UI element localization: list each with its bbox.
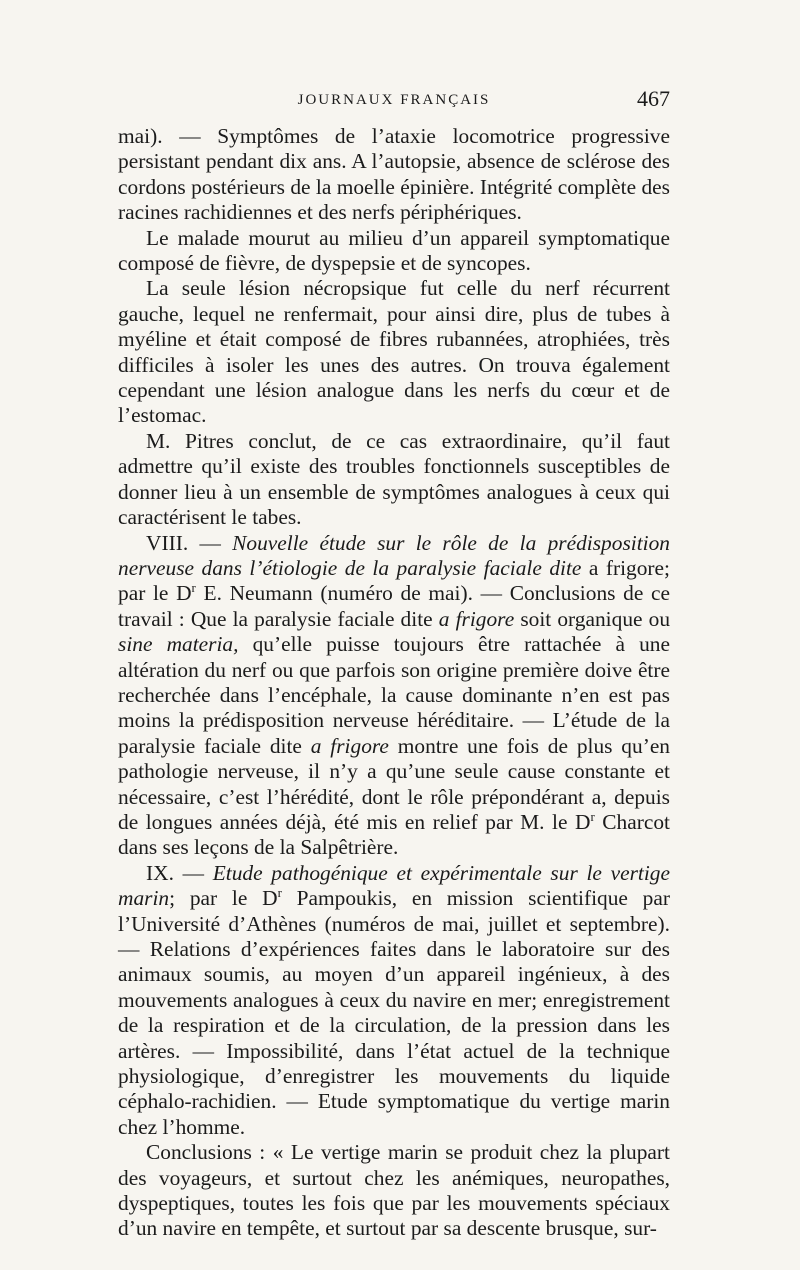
paragraph-section-viii <box>118 531 670 861</box>
italic-text: Nouvelle étude sur le rôle de la prédisposition nerveuse dans l’étiologie de la paralysie faciale dite <box>118 530 670 580</box>
text-run: qu’elle puisse toujours être rattachée à une altération du nerf ou que parfois son origine première doive être recherchée dans l’encéphale, la cause dominante n’en est pas moins la prédisposition nerveuse héréditaire. — L’étude de la paralysie faciale dite <box>118 632 670 758</box>
text-run: ; par le D <box>169 886 278 911</box>
body-text <box>118 124 670 1242</box>
page-number: 467 <box>637 86 670 111</box>
paragraph-conclusions <box>118 1140 670 1242</box>
text-run: IX. — <box>146 860 213 885</box>
text-run: La seule lésion nécropsique fut celle du nerf récurrent gauche, lequel ne renfermait, pour ainsi dire, plus de tubes à myéline et était composé de fibres rubannées, atrophiées, très difficiles à isoler les unes des autres. On trouva également cependant une lésion analogue dans les nerfs du cœur et de l’estomac. <box>118 276 670 428</box>
italic-text: sine materia, <box>118 632 239 657</box>
superscript: r <box>191 581 196 596</box>
running-title: JOURNAUX FRANÇAIS <box>297 92 491 108</box>
text-run: E. Neumann (numéro de mai). — Conclusions de ce travail : Que la paralysie faciale dite <box>118 581 670 631</box>
text-run: Pampoukis, en mission scientifique par l’Université d’Athènes (numéros de mai, juillet et septembre). — Relations d’expériences faites dans le laboratoire sur des animaux soumis, au moyen d’un appareil ingénieux, à des mouvements analogues à ceux du navire en mer; enregistrement de la respiration et de la circulation, de la pression dans les artères. — Impossibilité, dans l’état actuel de la technique physiologique, d’enregistrer les mouvements du liquide céphalo-rachidien. — Etude symptomatique du vertige marin chez l’homme. <box>118 886 670 1139</box>
text-run: mai). — Symptômes de l’ataxie locomotrice progressive persistant pendant dix ans. A l’autopsie, absence de sclérose des cordons postérieurs de la moelle épinière. Intégrité complète des racines rachidiennes et des nerfs périphériques. <box>118 124 670 225</box>
paragraph-malade <box>118 226 670 277</box>
paragraph-section-ix <box>118 861 670 1140</box>
text-run: M. Pitres conclut, de ce cas extraordinaire, qu’il faut admettre qu’il existe des troubles fonctionnels susceptibles de donner lieu à un ensemble de symptômes analogues à ceux qui caractérisent le tabes. <box>118 428 670 530</box>
text-run: soit organique ou <box>514 606 671 631</box>
superscript: r <box>590 809 595 824</box>
text-run: Charcot dans ses leçons de la Salpêtrière. <box>118 809 670 860</box>
text-run: VIII. — <box>146 530 233 555</box>
text-run: a frigore; par le D <box>118 555 670 606</box>
paragraph-pitres <box>118 429 670 531</box>
page-header <box>118 88 670 118</box>
text-run: Le malade mourut au milieu d’un appareil symptomatique composé de fièvre, de dyspepsie et de syncopes. <box>118 225 670 276</box>
superscript: r <box>277 886 282 901</box>
italic-text: a frigore <box>310 733 389 758</box>
paragraph-continuation <box>118 124 670 226</box>
paragraph-lesion <box>118 276 670 428</box>
text-run: Conclusions : « Le vertige marin se produit chez la plupart des voyageurs, et surtout chez les anémiques, neuropathes, dyspeptiques, toutes les fois que par les mouvements spéciaux d’un navire en tempête, et surtout par sa descente brusque, sur- <box>118 1140 670 1241</box>
italic-text: a frigore <box>438 606 515 631</box>
italic-text: Etude pathogénique et expérimentale sur le vertige marin <box>118 860 670 911</box>
text-run: montre une fois de plus qu’en pathologie nerveuse, il n’y a qu’une seule cause constante et nécessaire, c’est l’hérédité, dont le rôle prépondérant a, depuis de longues années déjà, été mis en relief par M. le D <box>118 733 671 834</box>
